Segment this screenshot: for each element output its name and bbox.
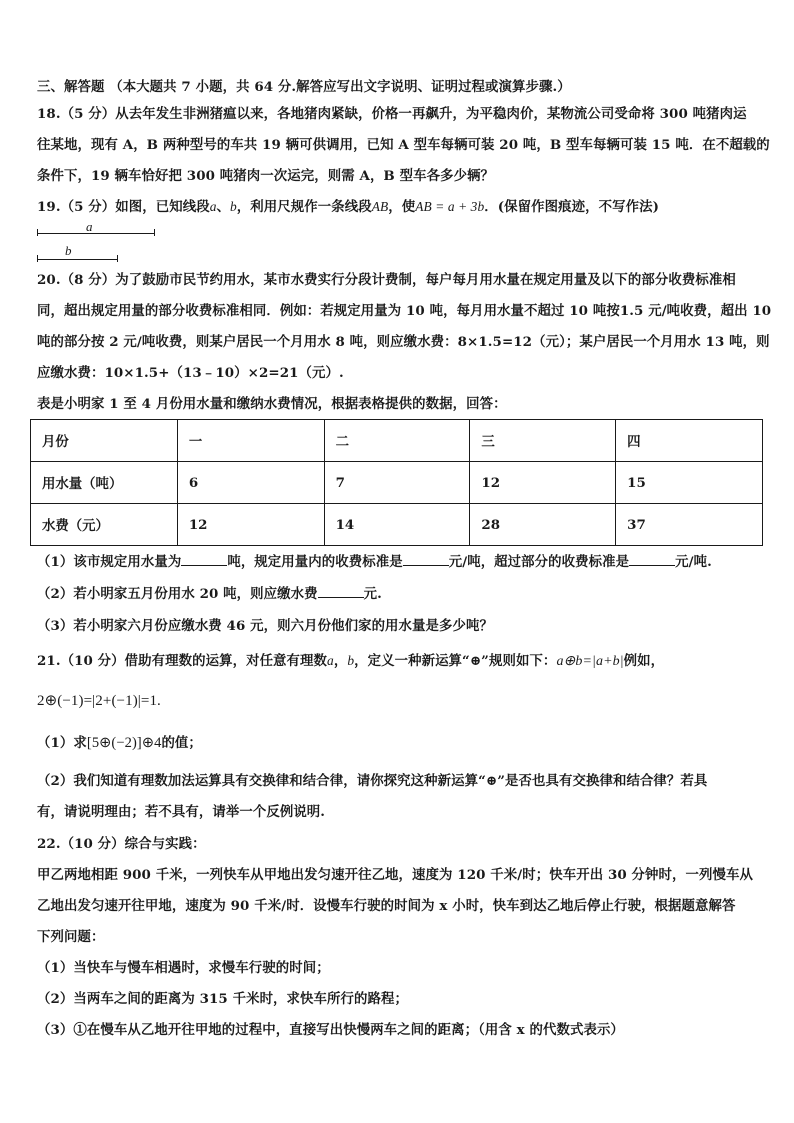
- segment-a-label: a: [86, 219, 93, 234]
- q21-var-b: b: [347, 653, 355, 668]
- table-cell: 14: [324, 504, 470, 546]
- q19-suffix: ．(保留作图痕迹，不写作法): [484, 199, 660, 215]
- answer-blank[interactable]: [318, 585, 364, 598]
- segment-b-tick-right: [117, 255, 118, 262]
- segment-a-tick-left: [37, 229, 38, 236]
- q20-sub-3: （3）若小明家六月份应缴水费 46 元，则六月份他们家的用水量是多少吨？: [37, 618, 493, 634]
- q22-sub-1: （1）当快车与慢车相遇时，求慢车行驶的时间；: [37, 960, 330, 976]
- q20-sub-1: [37, 553, 712, 571]
- q21-line-1: [37, 652, 664, 671]
- segment-b-line: [37, 259, 117, 260]
- answer-blank[interactable]: [629, 553, 675, 566]
- segment-a-line: [37, 233, 154, 234]
- table-cell: 一: [177, 420, 324, 462]
- segment-b-tick-left: [37, 255, 38, 262]
- q21-sub1-prefix: （1）求: [37, 735, 87, 751]
- q21-sub1-expr: [5⊕(−2)]⊕4: [86, 735, 162, 751]
- q18-line-3: 条件下，19 辆车恰好把 300 吨猪肉一次运完，则需 A，B 型车各多少辆？: [37, 168, 495, 184]
- q20-sub1-b: 吨，规定用量内的收费标准是: [227, 554, 403, 570]
- table-cell: 二: [324, 420, 470, 462]
- table-cell: 15: [616, 462, 763, 504]
- table-cell: 7: [324, 462, 470, 504]
- q22-sub-3: （3）①在慢车从乙地开往甲地的过程中，直接写出快慢两车之间的距离；（用含 x 的代数式表示）: [37, 1022, 624, 1038]
- q20-sub1-c: 元/吨，超过部分的收费标准是: [448, 554, 630, 570]
- water-fee-table: [30, 419, 763, 546]
- q19-prefix: 19.（5 分）如图，已知线段: [37, 199, 210, 215]
- table-row: [31, 504, 763, 546]
- q19-sep: 、: [216, 199, 230, 215]
- q20-sub1-a: （1）该市规定用水量为: [37, 554, 182, 570]
- table-row: [31, 462, 763, 504]
- table-cell: 月份: [31, 420, 178, 462]
- table-cell: 6: [177, 462, 324, 504]
- q19-var-b: b: [229, 199, 237, 214]
- table-row: [31, 420, 763, 462]
- q20-sub2-b: 元.: [363, 586, 382, 602]
- q22-title: 22.（10 分）综合与实践：: [37, 836, 206, 852]
- table-cell: 12: [470, 462, 616, 504]
- q21-mid: ，定义一种新运算“⊕”规则如下：: [354, 653, 557, 669]
- q20-line-4: 应缴水费：10×1.5+（13﹣10）×2=21（元）.: [37, 365, 344, 381]
- q21-example: 2⊕(−1)=|2+(−1)|=1.: [37, 693, 161, 709]
- q21-end: 例如，: [623, 653, 665, 669]
- table-cell: 28: [470, 504, 616, 546]
- q20-line-2: 同，超出规定用量的部分收费标准相同．例如：若规定用量为 10 吨，每月用水量不超过 10 吨按1.5 元/吨收费，超出 10: [37, 303, 772, 319]
- q20-sub-2: [37, 585, 382, 603]
- q22-sub-2: （2）当两车之间的距离为 315 千米时，求快车所行的路程；: [37, 991, 408, 1007]
- q19-comma: ，使: [388, 199, 416, 215]
- q21-rule: a⊕b=|a+b|: [556, 654, 624, 669]
- q21-intro: 21.（10 分）借助有理数的运算，对任意有理数: [37, 653, 328, 669]
- q20-table-intro: 表是小明家 1 至 4 月份用水量和缴纳水费情况，根据表格提供的数据，回答：: [37, 396, 507, 412]
- q19-seg-ab: AB: [371, 199, 389, 214]
- q20-line-1: 20.（8 分）为了鼓励市民节约用水，某市水费实行分段计费制，每户每月用水量在规定用量及以下的部分收费标准相: [37, 272, 736, 288]
- q22-line-1: 甲乙两地相距 900 千米，一列快车从甲地出发匀速开往乙地，速度为 120 千米/时；快车开出 30 分钟时，一列慢车从: [37, 867, 753, 883]
- segment-b-label: b: [65, 243, 72, 258]
- q20-sub1-d: 元/吨.: [675, 554, 712, 570]
- q19-middle: ，利用尺规作一条线段: [236, 199, 372, 215]
- table-cell: 四: [616, 420, 763, 462]
- q20-line-3: 吨的部分按 2 元/吨收费，则某户居民一个月用水 8 吨，则应缴水费：8×1.5=12（元）；某户居民一个月用水 13 吨，则: [37, 334, 770, 350]
- section-heading: 三、解答题 （本大题共 7 小题，共 64 分.解答应写出文字说明、证明过程或演算步骤.）: [37, 79, 571, 95]
- q21-var-a: a: [327, 653, 334, 668]
- q18-line-2: 往某地，现有 A，B 两种型号的车共 19 辆可供调用，已知 A 型车每辆可装 20 吨，B 型车每辆可装 15 吨．在不超载的: [37, 137, 770, 153]
- table-cell: 水费（元）: [31, 504, 178, 546]
- answer-blank[interactable]: [403, 553, 449, 566]
- q21-sep: ，: [333, 653, 348, 669]
- q22-line-2: 乙地出发匀速开往甲地，速度为 90 千米/时．设慢车行驶的时间为 x 小时，快车到达乙地后停止行驶，根据题意解答: [37, 898, 736, 914]
- q18-line-1: 18.（5 分）从去年发生非洲猪瘟以来，各地猪肉紧缺，价格一再飙升，为平稳肉价，某物流公司受命将 300 吨猪肉运: [37, 106, 747, 122]
- q19-var-a: a: [209, 199, 217, 214]
- segment-a-tick-right: [154, 229, 155, 236]
- table-cell: 37: [616, 504, 763, 546]
- q21-sub-1: [37, 734, 202, 752]
- q21-sub-2-line-1: （2）我们知道有理数加法运算具有交换律和结合律，请你探究这种新运算“⊕”是否也具有交换律和结合律？若具: [37, 773, 708, 789]
- q21-sub1-suffix: 的值；: [161, 735, 202, 751]
- table-cell: 三: [470, 420, 616, 462]
- q22-line-3: 下列问题：: [37, 929, 105, 945]
- answer-blank[interactable]: [181, 553, 227, 566]
- q19-equation: AB = a + 3b: [415, 199, 485, 214]
- q21-sub-2-line-2: 有，请说明理由；若不具有，请举一个反例说明.: [37, 804, 326, 820]
- q20-sub2-a: （2）若小明家五月份用水 20 吨，则应缴水费: [37, 586, 318, 602]
- table-cell: 12: [177, 504, 324, 546]
- table-cell: 用水量（吨）: [31, 462, 178, 504]
- q19-text: [37, 198, 659, 216]
